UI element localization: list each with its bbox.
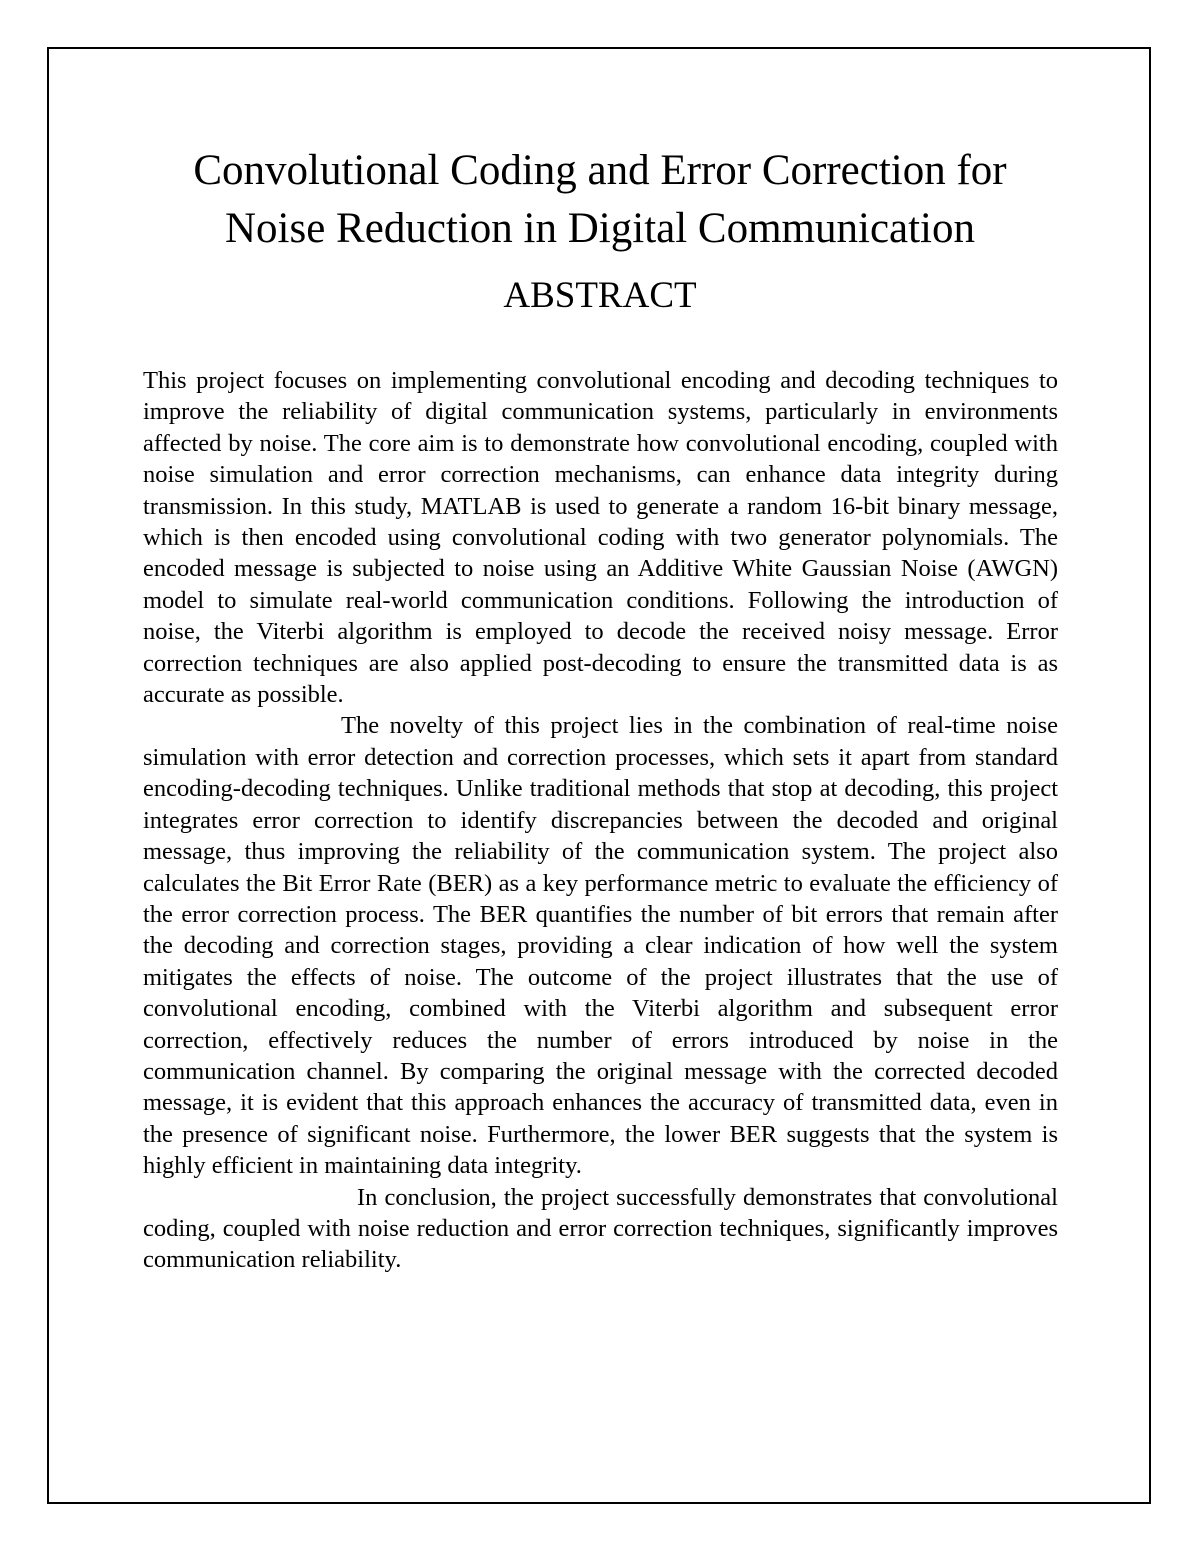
document-title <box>100 142 1100 258</box>
abstract-heading: ABSTRACT <box>503 275 697 316</box>
abstract-paragraph-1: This project focuses on implementing convolutional encoding and decoding techniques to improve the reliability of digital communication systems, particularly in environments affected by noise. The core aim is to demonstrate how convolutional encoding, coupled with noise simulation and error correction mechanisms, can enhance data integrity during transmission. In this study, MATLAB is used to generate a random 16-bit binary message, which is then encoded using convolutional coding with two generator polynomials. The encoded message is subjected to noise using an Additive White Gaussian Noise (AWGN) model to simulate real-world communication conditions. Following the introduction of noise, the Viterbi algorithm is employed to decode the received noisy message. Error correction techniques are also applied post-decoding to ensure the transmitted data is as accurate as possible. <box>143 367 1058 709</box>
title-line-2: Noise Reduction in Digital Communication <box>224 205 976 252</box>
abstract-paragraph-2: The novelty of this project lies in the combination of real-time noise simulation with error detection and correction processes, which sets it apart from standard encoding-decoding techniques. Unlike traditional methods that stop at decoding, this project integrates error correction to identify discrepancies between the decoded and original message, thus improving the reliability of the communication system. The project also calculates the Bit Error Rate (BER) as a key performance metric to evaluate the efficiency of the error correction process. The BER quantifies the number of bit errors that remain after the decoding and correction stages, providing a clear indication of how well the system mitigates the effects of noise. The outcome of the project illustrates that the use of convolutional encoding, combined with the Viterbi algorithm and subsequent error correction, effectively reduces the number of errors introduced by noise in the communication channel. By comparing the original message with the corrected decoded message, it is evident that this approach enhances the accuracy of transmitted data, even in the presence of significant noise. Furthermore, the lower BER suggests that the system is highly efficient in maintaining data integrity. <box>143 712 1058 1180</box>
abstract-body <box>143 365 1058 1276</box>
title-line-1: Convolutional Coding and Error Correction for <box>193 147 1007 194</box>
abstract-paragraph-3: In conclusion, the project successfully demonstrates that convolutional coding, coupled with noise reduction and error correction techniques, significantly improves communication reliability. <box>143 1183 1058 1274</box>
